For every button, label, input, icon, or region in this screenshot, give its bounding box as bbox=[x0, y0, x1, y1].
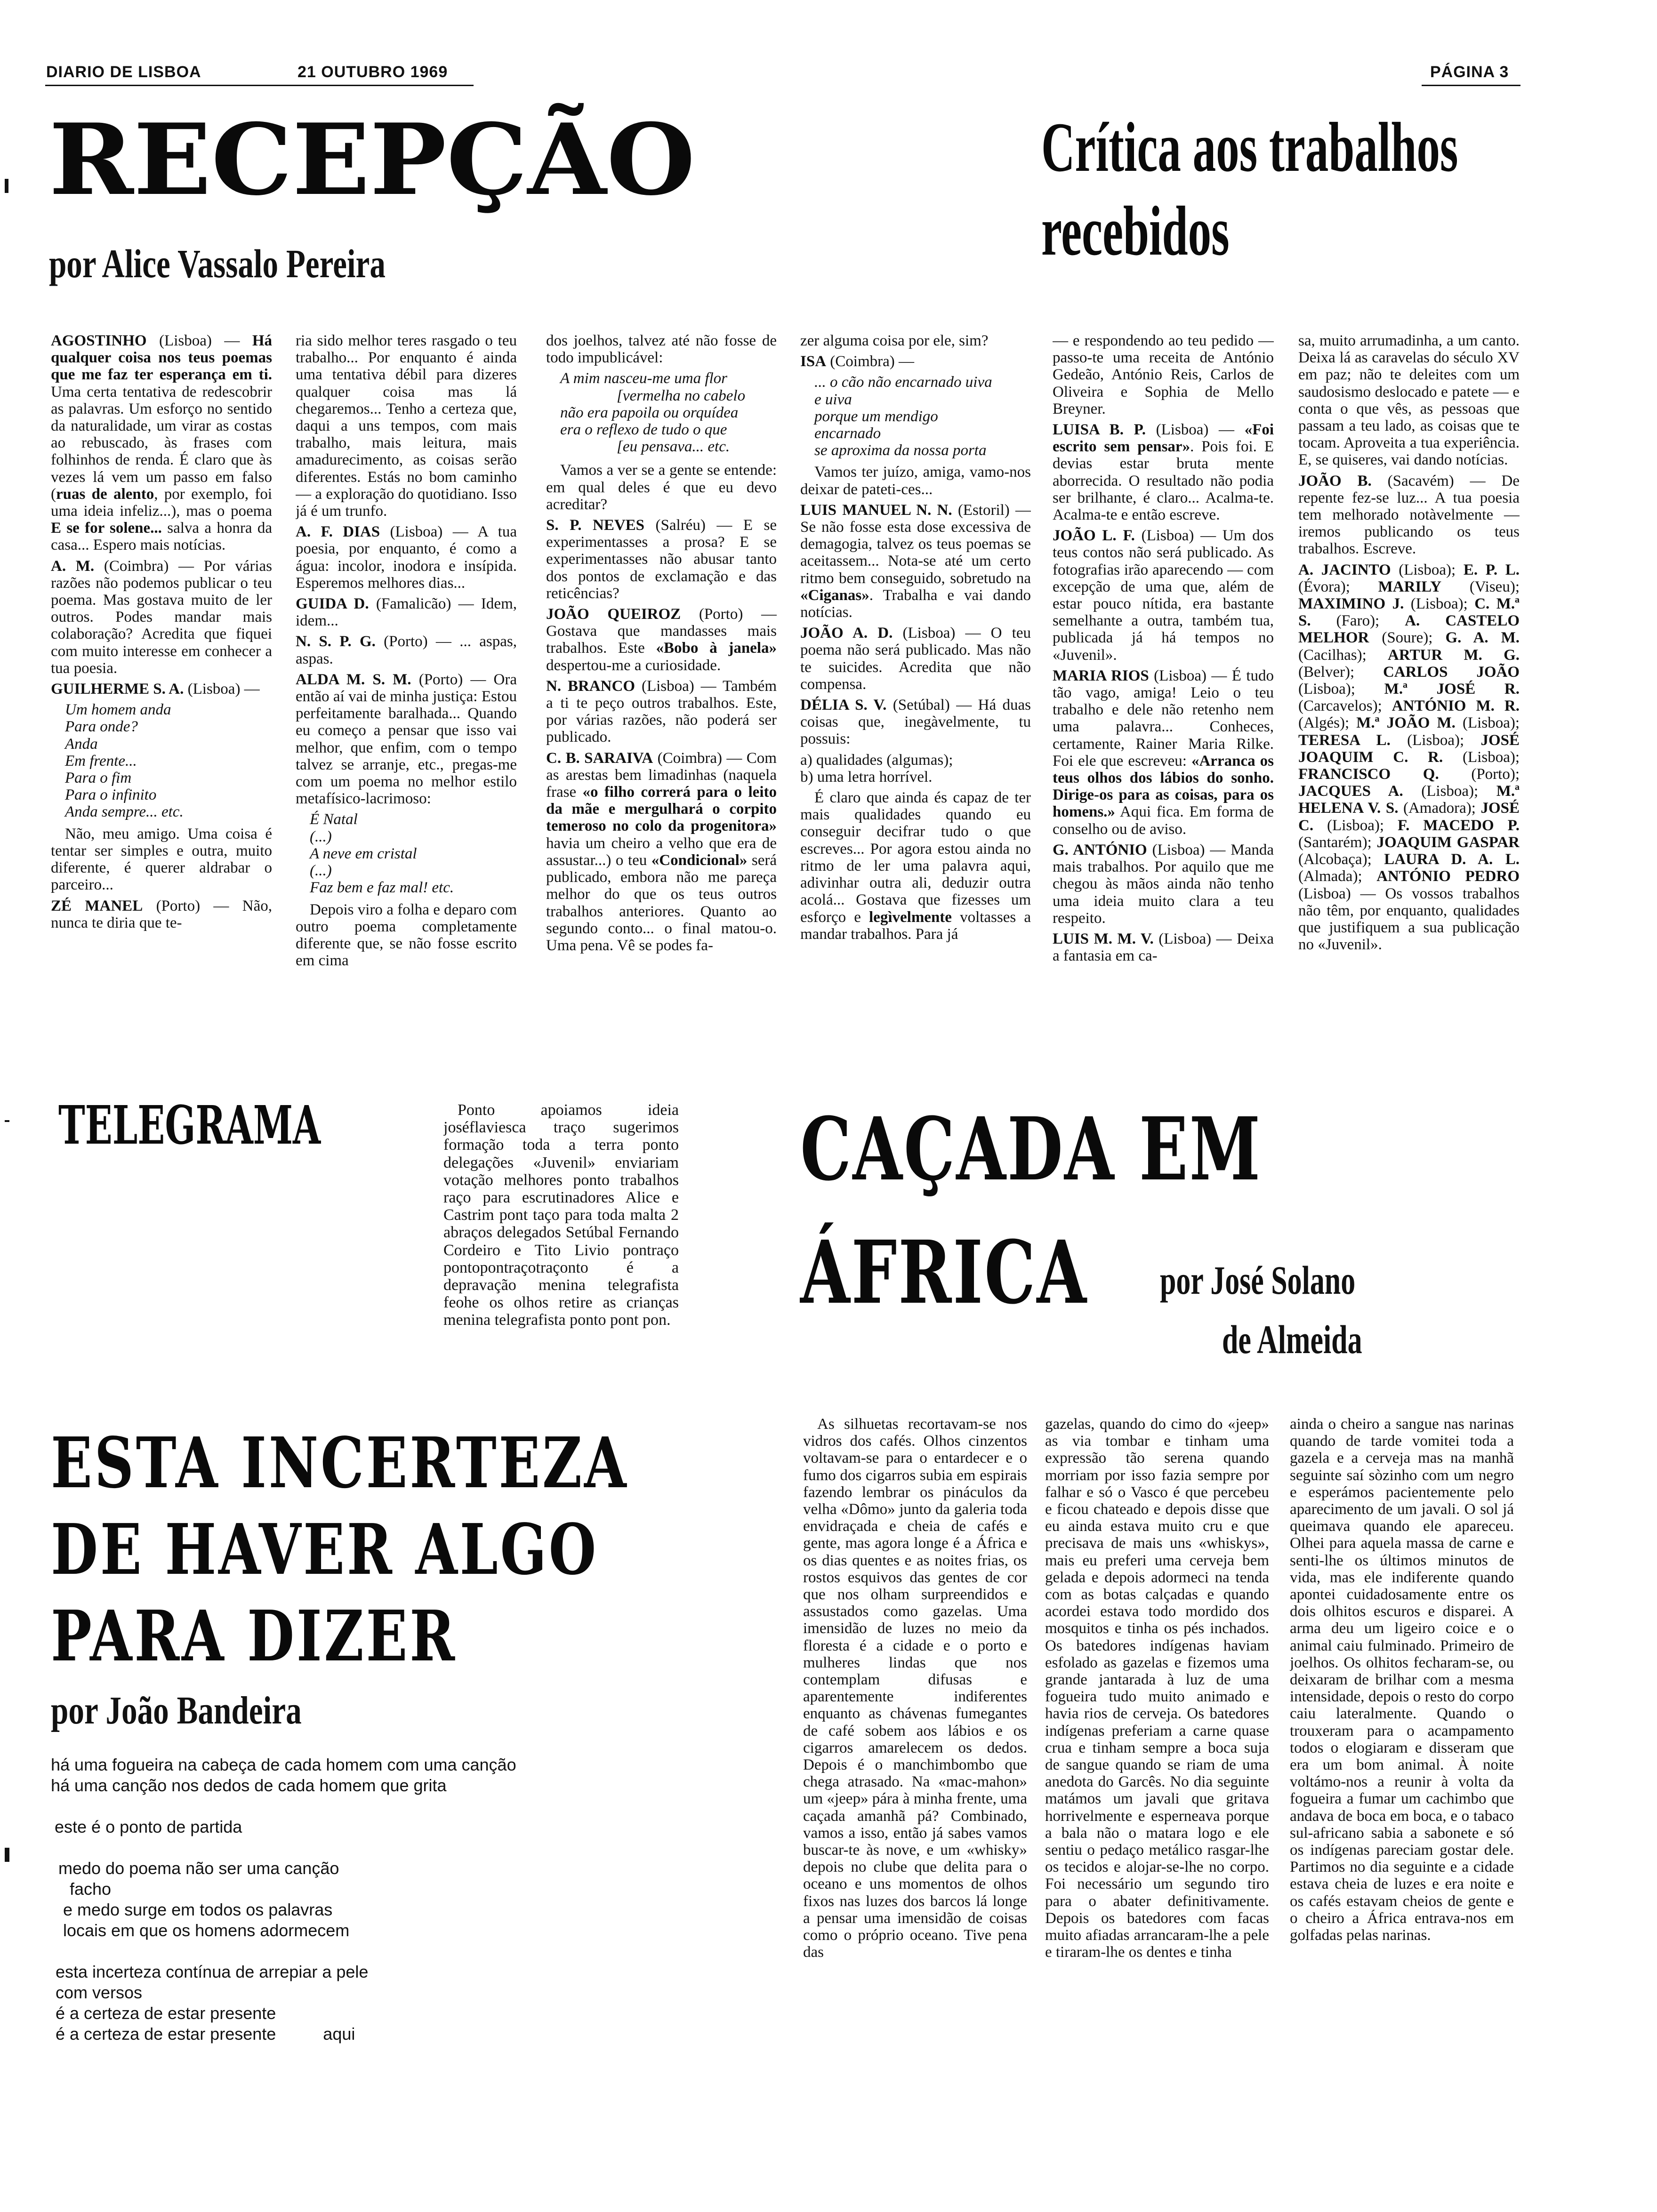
poem-line: e medo surge em todos os palavras bbox=[63, 1900, 333, 1919]
cacada-title-line2-text: ÁFRICA bbox=[800, 1222, 1088, 1323]
cacada-title-line1 bbox=[800, 1098, 1424, 1200]
letters-column-6: sa, muito arrumadinha, a um canto. Deixa lá as caravelas do século XV em paz; não te deleites com um saudosismo deslocado e patete — e conta o que vês, as pessoas que passam a teu lado, as coisas que te tocam. Aproveita a tua experiência. E, se quiseres, vai dando notícias. JOÃO B. (Sacavém) — De repente fez-se luz... A tua poesia tem melhorado notàvelmente — iremos publicando os teus trabalhos. Escreve. A. JACINTO (Lisboa); E. P. L. (Évora); MARILY (Viseu); MAXIMINO J. (Lisboa); C. M.ª S. (Faro); A. CASTELO MELHOR (Soure); G. A. M. (Cacilhas); ARTUR M. G. (Belver); CARLOS JOÃO (Lisboa); M.ª JOSÉ R. (Carcavelos); ANTÓNIO M. R. (Algés); M.ª JOÃO M. (Lisboa); TERESA L. (Lisboa); JOSÉ JOAQUIM C. R. (Lisboa); FRANCISCO Q. (Porto); JACQUES A. (Lisboa); M.ª HELENA V. S. (Amadora); JOSÉ C. (Lisboa); F. MACEDO P. (Santarém); JOAQUIM GASPAR (Alcobaça); LAURA D. A. L. (Almada); ANTÓNIO PEDRO (Lisboa) — Os vossos trabalhos não têm, por enquanto, qualidades que justifiquem a sua publicação no «Juvenil». bbox=[1298, 332, 1520, 954]
poem-line: com versos bbox=[56, 1983, 143, 2002]
header-rule-right bbox=[1422, 85, 1520, 86]
letters-column-4: zer alguma coisa por ele, sim? ISA (Coimbra) — ... o cão não encarnado uiva e uiva porque um mendigo encarnado se aproxima da nossa porta Vamos ter juízo, amiga, vamo-nos deixar de pateti-ces... LUIS MANUEL N. N. (Estoril) — Se não fosse esta dose excessiva de demagogia, talvez os teus poemas se aceitassem... Nota-se até um certo ritmo bem conseguido, sobretudo na «Ciganas». Trabalha e vai dando notícias. JOÃO A. D. (Lisboa) — O teu poema não será publicado. Mas não te suicides. Acredita que não compensa. DÉLIA S. V. (Setúbal) — Há duas coisas que, inegàvelmente, tu possuis: a) qualidades (algumas); b) uma letra horrível. É claro que ainda és capaz de ter mais qualidades quando eu conseguir decifrar tudo o que escreves... Por agora estou ainda no ritmo de ler uma palavra aqui, adivinhar outra ali, deduzir outra acolá... Gostava que fizesses um esforço e legìvelmente voltasses a mandar trabalhos. Para já bbox=[800, 332, 1031, 943]
telegrama-title-text: TELEGRAMA bbox=[58, 1095, 321, 1156]
critica-title-line2 bbox=[1041, 192, 1327, 270]
cacada-paragraph-1: As silhuetas recortavam-se nos vidros dos cafés. Olhos cinzentos voltavam-se para o entardecer e o fumo dos cigarros subia em espirais fazendo lembrar os pináculos da velha «Dômo» junto da galeria toda envidraçada e cheia de cafés e gente, mas agora longe é a África e os dias quentes e as noites frias, os rostos esquivos das gentes de cor que nos olham surpreendidos e assustados como gazelas. Uma imensidão de luzes no meio da floresta é a cidade e o porto e mulheres lindas que nos contemplam difusas e aparentemente indiferentes enquanto as chávenas fumegantes de café sobem aos lábios e os cigarros amarelecem os dedos. Depois é o manchimbombo que chega atrasado. Na «mac-mahon» um «jeep» pára à minha frente, uma caçada amanhã pá? Combinado, vamos a isso, então já sabes vamos buscar-te às nove, e um «whisky» depois no clube que delita para o oceano e uns momentos de olhos fixos nas luzes dos barcos lá longe a pensar uma imensidão de coisas como o próprio oceano. Tive pena das bbox=[803, 1416, 1027, 1961]
cacada-paragraph-3: ainda o cheiro a sangue nas narinas quando de tarde vomitei toda a gazela e a cerveja mas na manhã seguinte saí sòzinho com um negro e esperámos pacientemente pelo aparecimento de um javali. O sol já queimava quando ele apareceu. Olhei para aquela massa de carne e senti-lhe os últimos minutos de vida, mas ele indiferente quando apontei cuidadosamente entre os dois olhitos escuros e disparei. A arma deu um ligeiro coice e o animal caiu fulminado. Primeiro de joelhos. Os olhitos fecharam-se, ou deixaram de brilhar com a mesma intensidade, depois o resto do corpo caiu lateralmente. Quando o trouxeram para o acampamento todos o elogiaram e disseram que era um bom animal. À noite voltámo-nos a reunir à volta da fogueira a fumar um cachimbo que andava de boca em boca, e o tabaco sul-africano sabia a sabonete e só os indígenas pareciam gostar dele. Partimos no dia seguinte e a cidade estava cheia de luzes e era noite e os cafés estavam cheios de gente e o cheiro a África entrava-nos em golfadas pelas narinas. bbox=[1290, 1416, 1514, 1944]
telegrama-paragraph: Ponto apoiamos ideia joséflaviesca traço sugerimos formação toda a terra ponto delegações «Juvenil» enviariam votação melhores ponto trabalhos raço para escrutinadores Alice e Castrim pont taço para toda malta 2 abraços delegados Setúbal Fernando Cordeiro e Tito Livio pontraço pontopontraçotraçonto é a depravação menina telegrafista feohe os olhos retire as crianças menina telegrafista ponto pont pon. bbox=[443, 1101, 679, 1329]
incerteza-title-line2 bbox=[51, 1508, 753, 1590]
cacada-byline-line2 bbox=[1222, 1316, 1416, 1363]
incerteza-byline-text: por João Bandeira bbox=[51, 1689, 302, 1732]
poem-line: há uma canção nos dedos de cada homem que grita bbox=[51, 1776, 447, 1795]
poem-line: este é o ponto de partida bbox=[55, 1817, 242, 1836]
poem-line: medo do poema não ser uma canção bbox=[58, 1859, 339, 1878]
page-number: PÁGINA 3 bbox=[1430, 63, 1509, 81]
poem-line: há uma fogueira na cabeça de cada homem com uma canção bbox=[51, 1755, 516, 1774]
rececao-title bbox=[49, 103, 695, 217]
margin-mark bbox=[5, 179, 8, 193]
letters-column-1: AGOSTINHO (Lisboa) — Há qualquer coisa nos teus poemas que me faz ter esperança em ti. Uma certa tentativa de redescobrir as palavras. Um esforço no sentido da naturalidade, um virar as costas ao rebuscado, às frases com folhinhos de renda. É claro que às vezes lá vem um passo em falso (ruas de alento, por exemplo, foi uma ideia infeliz...), mas o poema E se for solene... salva a honra da casa... Espero mais notícias. A. M. (Coimbra) — Por várias razões não podemos publicar o teu poema. Mas gostava muito de ler outros. Podes mandar mais colaboração? Acredita que fiquei com muito interesse em conhecer a tua poesia. GUILHERME S. A. (Lisboa) — Um homem anda Para onde? Anda Em frente... Para o fim Para o infinito Anda sempre... etc. Não, meu amigo. Uma coisa é tentar ser simples e outra, muito diferente, é querer aldrabar o parceiro... ZÉ MANEL (Porto) — Não, nunca te diria que te- bbox=[51, 332, 272, 931]
incerteza-title-line1 bbox=[51, 1422, 791, 1504]
cacada-column-2 bbox=[1045, 1416, 1269, 2150]
issue-date: 21 OUTUBRO 1969 bbox=[298, 63, 448, 81]
incerteza-line3-text: PARA DIZER bbox=[51, 1595, 457, 1677]
poem-line bbox=[51, 1796, 516, 1817]
poem-line: é a certeza de estar presente aqui bbox=[56, 2024, 355, 2044]
poem-line bbox=[51, 1941, 516, 1962]
poem-line: esta incerteza contínua de arrepiar a pele bbox=[56, 1962, 369, 1981]
telegrama-text bbox=[443, 1101, 679, 1412]
cacada-byline-line1-text: por José Solano bbox=[1160, 1258, 1356, 1303]
incerteza-poem bbox=[51, 1755, 516, 2044]
margin-mark bbox=[5, 1120, 9, 1122]
poem-line: é a certeza de estar presente bbox=[56, 2004, 276, 2023]
cacada-column-3 bbox=[1290, 1416, 1514, 2150]
cacada-title-line2 bbox=[800, 1222, 1189, 1323]
poem-line: facho bbox=[70, 1879, 112, 1899]
critica-title-line1-text: Crítica aos trabalhos bbox=[1041, 108, 1458, 186]
critica-title-line2-text: recebidos bbox=[1041, 192, 1230, 270]
rececao-title-text: RECEPÇÃO bbox=[49, 103, 695, 217]
newspaper-name: DIARIO DE LISBOA bbox=[46, 63, 201, 81]
margin-mark bbox=[5, 1848, 9, 1862]
incerteza-line1-text: ESTA INCERTEZA bbox=[51, 1422, 629, 1504]
telegrama-title bbox=[58, 1095, 444, 1156]
rececao-byline-text: por Alice Vassalo Pereira bbox=[49, 241, 386, 286]
critica-title-line1 bbox=[1041, 108, 1657, 186]
rececao-byline bbox=[49, 240, 480, 287]
incerteza-byline bbox=[51, 1688, 364, 1733]
poem-line bbox=[51, 1837, 516, 1858]
cacada-column-1 bbox=[803, 1416, 1027, 2150]
cacada-paragraph-2: gazelas, quando do cimo do «jeep» as via tombar e tinham uma expressão tão serena quando morriam por isso fazia sempre por falhar e só o Vasco é que percebeu e ficou chateado e depois disse que eu ainda estava muito cru e que precisava de mais uns «whiskys», mais eu preferi uma cerveja bem gelada e depois adormeci na tenda com as botas calçadas e quando acordei estava todo mordido dos mosquitos e tinha os pés inchados. Os batedores indígenas haviam esfolado as gazelas e fizemos uma grande jantarada à luz de uma fogueira tudo muito animado e havia rios de cerveja. Os batedores indígenas preferiam a carne quase crua e tinham sempre a boca suja de sangue quando se riam de uma anedota do Garcês. No dia seguinte matámos um javali que gritava horrivelmente e esperneava porque a bala não o matara logo e ele sentiu o pedaço metálico rasgar-lhe os tecidos e alojar-se-lhe no corpo. Foi necessário um segundo tiro para o abater definitivamente. Depois os batedores com facas muito afiadas arrancaram-lhe a pele e tiraram-lhe os dentes e tinha bbox=[1045, 1416, 1269, 1961]
letters-column-3: dos joelhos, talvez até não fosse de todo impublicável: A mim nasceu-me uma flor [vermelha no cabelo não era papoila ou orquídea era o reflexo de tudo o que [eu pensava... etc. Vamos a ver se a gente se entende: em qual deles é que eu devo acreditar? S. P. NEVES (Salréu) — E se experimentasses a prosa? E se experimentasses não abusar tanto dos pontos de exclamação e das reticências? JOÃO QUEIROZ (Porto) — Gostava que mandasses mais trabalhos. Este «Bobo à janela» despertou-me a curiosidade. N. BRANCO (Lisboa) — Também a ti te peço outros trabalhos. Este, por várias razões, não poderá ser publicado. C. B. SARAIVA (Coimbra) — Com as arestas bem limadinhas (naquela frase «o filho correrá para o leito da mãe e mergulhará o corpito temeroso no colo da progenitora» havia um cheiro a velho que era de assustar...) o teu «Condicional» será publicado, embora não me pareça melhor do que os teus outros trabalhos anteriores. Quanto ao segundo conto... o final matou-o. Uma pena. Vê se podes fa- bbox=[546, 332, 777, 954]
header-rule-left bbox=[45, 85, 474, 86]
letters-column-5: — e respondendo ao teu pedido — passo-te uma receita de António Gedeão, António Reis, Carlos de Oliveira e Sophia de Mello Breyner. LUISA B. P. (Lisboa) — «Foi escrito sem pensar». Pois foi. E devias estar bruta mente aborrecida. O resultado não podia ser brilhante, é claro... Acalma-te. Acalma-te e então escreve. JOÃO L. F. (Lisboa) — Um dos teus contos não será publicado. As fotografias irão aparecendo — com excepção de uma que, além de estar pouco nítida, era bastante semelhante a outra, também tua, publicada já há tempos no «Juvenil». MARIA RIOS (Lisboa) — É tudo tão vago, amiga! Leio o teu trabalho e dele não retenho nem uma palavra... Conheces, certamente, Rainer Maria Rilke. Foi ele que escreveu: «Arranca os teus olhos dos lábios do sonho. Dirige-os para as coisas, para os homens.» Aqui fica. Em forma de conselho ou de aviso. G. ANTÓNIO (Lisboa) — Manda mais trabalhos. Por aquilo que me chegou às mãos ainda não tenho uma ideia muito clara a teu respeito. LUIS M. M. V. (Lisboa) — Deixa a fantasia em ca- bbox=[1053, 332, 1274, 965]
cacada-byline-line2-text: de Almeida bbox=[1222, 1317, 1362, 1362]
incerteza-title-line3 bbox=[51, 1595, 571, 1677]
cacada-title-line1-text: CAÇADA EM bbox=[800, 1098, 1262, 1200]
incerteza-line2-text: DE HAVER ALGO bbox=[51, 1508, 598, 1590]
cacada-byline-line1 bbox=[1160, 1257, 1432, 1304]
poem-line: locais em que os homens adormecem bbox=[63, 1921, 350, 1940]
letters-column-2: ria sido melhor teres rasgado o teu trabalho... Por enquanto é ainda uma tentativa débil para dizeres qualquer coisa mas lá chegaremos... Tenho a certeza que, daqui a uns tempos, com mais trabalho, mais leitura, mais amadurecimento, as coisas serão diferentes. Estás no bom caminho — a exploração do quotidiano. Isso já é um trunfo. A. F. DIAS (Lisboa) — A tua poesia, por enquanto, é como a água: incolor, inodora e insípida. Esperemos melhores dias... GUIDA D. (Famalicão) — Idem, idem... N. S. P. G. (Porto) — ... aspas, aspas. ALDA M. S. M. (Porto) — Ora então aí vai de minha justiça: Estou perfeitamente baralhada... Quando eu começo a pensar que isso vai melhor, que enfim, com o tempo talvez se arranje, etc., pregas-me com um poema no melhor estilo metafísico-lacrimoso: É Natal (...) A neve em cristal (...) Faz bem e faz mal! etc. Depois viro a folha e deparo com outro poema completamente diferente que, se não fosse escrito em cima bbox=[296, 332, 517, 970]
